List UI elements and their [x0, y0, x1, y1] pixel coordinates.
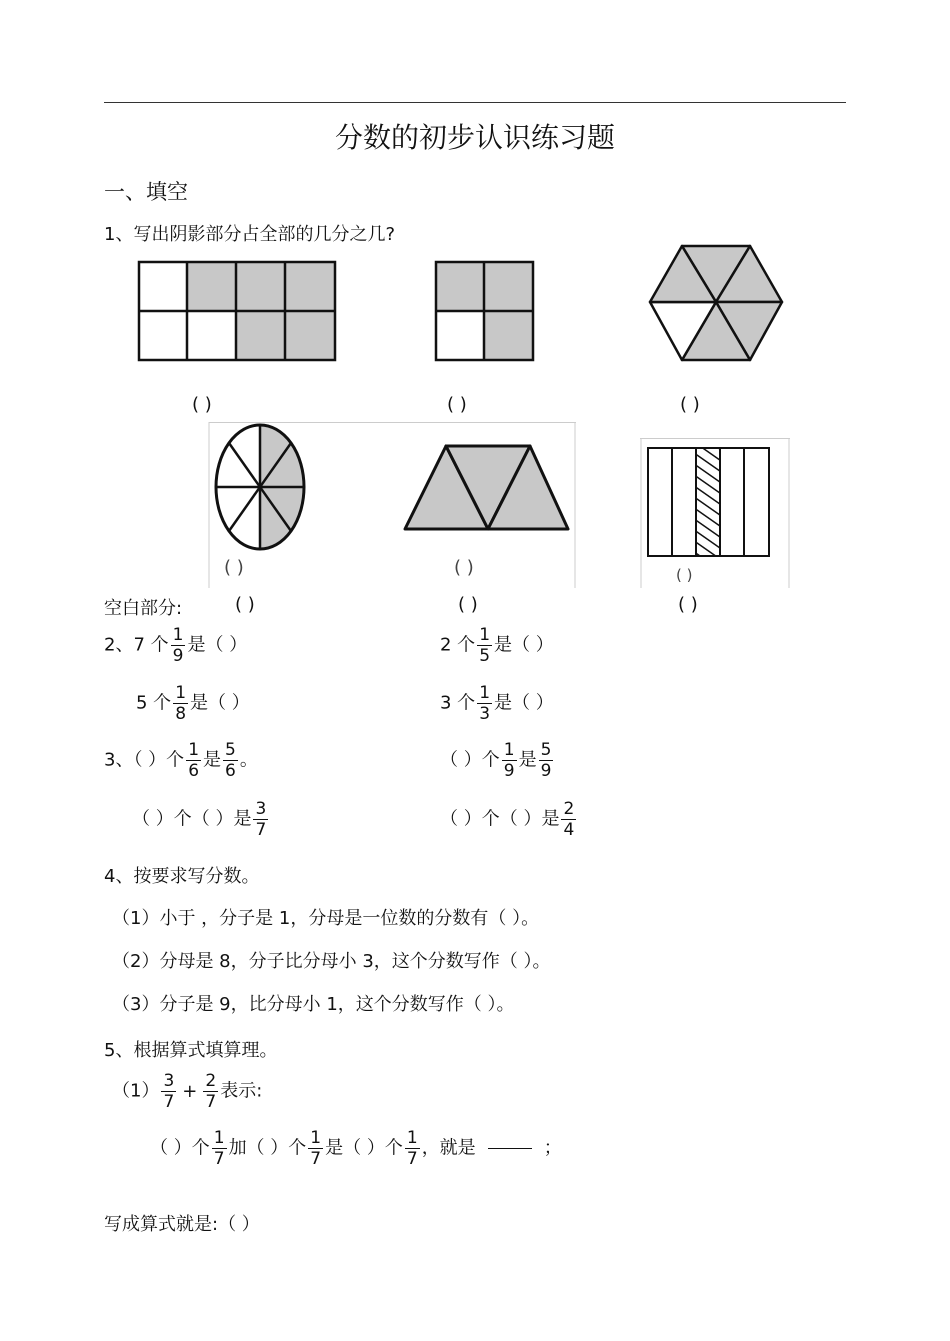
answer-blank[interactable]: ( ): [192, 394, 212, 415]
question-4-2: （2）分母是 8，分子比分母小 3，这个分数写作（ ）。: [112, 951, 551, 972]
section-heading: 一、填空: [104, 180, 188, 204]
question-3a: 3、（ ）个 $\frac{1}{6}$ 是 $\frac{5}{6}$ 。: [104, 740, 258, 781]
write-formula: 写成算式就是:（ ）: [104, 1214, 260, 1235]
question-2b: 2 个 $\frac{1}{5}$ 是（ ）: [440, 625, 554, 666]
rect-grid-figure: [138, 261, 338, 361]
question-4-1: （1）小于 ，分子是 1，分母是一位数的分数有（ ）。: [112, 908, 540, 929]
question-5-1: （1） $\frac{3}{7}$ + $\frac{2}{7}$ 表示:: [112, 1071, 263, 1112]
fraction: $\frac{1}{5}$: [479, 625, 491, 666]
question-5-1-explain: （ ）个 $\frac{1}{7}$ 加（ ）个 $\frac{1}{7}$ 是（ ）个 $\frac{1}{7}$ ，就是 ；: [150, 1128, 562, 1169]
fraction: $\frac{1}{9}$: [503, 740, 515, 781]
fraction: $\frac{1}{7}$: [406, 1128, 418, 1169]
figure-paren-label: ( ): [676, 566, 693, 584]
fraction: $\frac{2}{7}$: [205, 1071, 217, 1112]
answer-blank[interactable]: ( ): [447, 394, 467, 415]
figure-paren-label: ( ): [224, 557, 244, 578]
fraction: $\frac{5}{9}$: [540, 740, 552, 781]
image-panel-striped-rect: [640, 438, 790, 588]
fraction: $\frac{2}{4}$: [563, 799, 575, 840]
fraction: $\frac{1}{9}$: [172, 625, 184, 666]
answer-line[interactable]: [488, 1148, 532, 1149]
question-2d: 3 个 $\frac{1}{3}$ 是（ ）: [440, 683, 554, 724]
figure-paren-label: ( ): [454, 557, 474, 578]
question-3b: （ ）个 $\frac{1}{9}$ 是 $\frac{5}{9}$: [440, 740, 552, 781]
header-rule: [104, 102, 846, 103]
question-3d: （ ）个（ ）是 $\frac{2}{4}$: [440, 799, 575, 840]
answer-blank[interactable]: ( ): [458, 594, 478, 615]
fraction: $\frac{1}{6}$: [188, 740, 200, 781]
question-5: 5、根据算式填算理。: [104, 1040, 278, 1061]
fraction: $\frac{5}{6}$: [225, 740, 236, 781]
answer-blank[interactable]: ( ): [680, 394, 700, 415]
fraction: $\frac{1}{7}$: [310, 1128, 322, 1169]
square-grid-figure: [435, 261, 535, 361]
fraction: $\frac{1}{8}$: [175, 683, 187, 724]
answer-blank[interactable]: ( ): [678, 594, 698, 615]
fraction: $\frac{1}{7}$: [213, 1128, 225, 1169]
fraction: $\frac{1}{3}$: [479, 683, 491, 724]
question-2a: 2、7 个 $\frac{1}{9}$ 是（ ）: [104, 625, 248, 666]
question-3c: （ ）个（ ）是 $\frac{3}{7}$: [132, 799, 267, 840]
fraction: $\frac{3}{7}$: [163, 1071, 175, 1112]
blank-part-label: 空白部分:: [104, 598, 183, 619]
question-1: 1、写出阴影部分占全部的几分之几?: [104, 224, 396, 245]
question-4-3: （3）分子是 9，比分母小 1，这个分数写作（ ）。: [112, 994, 515, 1015]
question-4: 4、按要求写分数。: [104, 866, 260, 887]
question-2c: 5 个 $\frac{1}{8}$ 是（ ）: [136, 683, 250, 724]
page-title: 分数的初步认识练习题: [334, 121, 615, 154]
fraction: $\frac{3}{7}$: [255, 799, 267, 840]
image-panel-circle-triangles: [208, 422, 576, 588]
hexagon-figure: [648, 244, 784, 362]
answer-blank[interactable]: ( ): [235, 594, 255, 615]
